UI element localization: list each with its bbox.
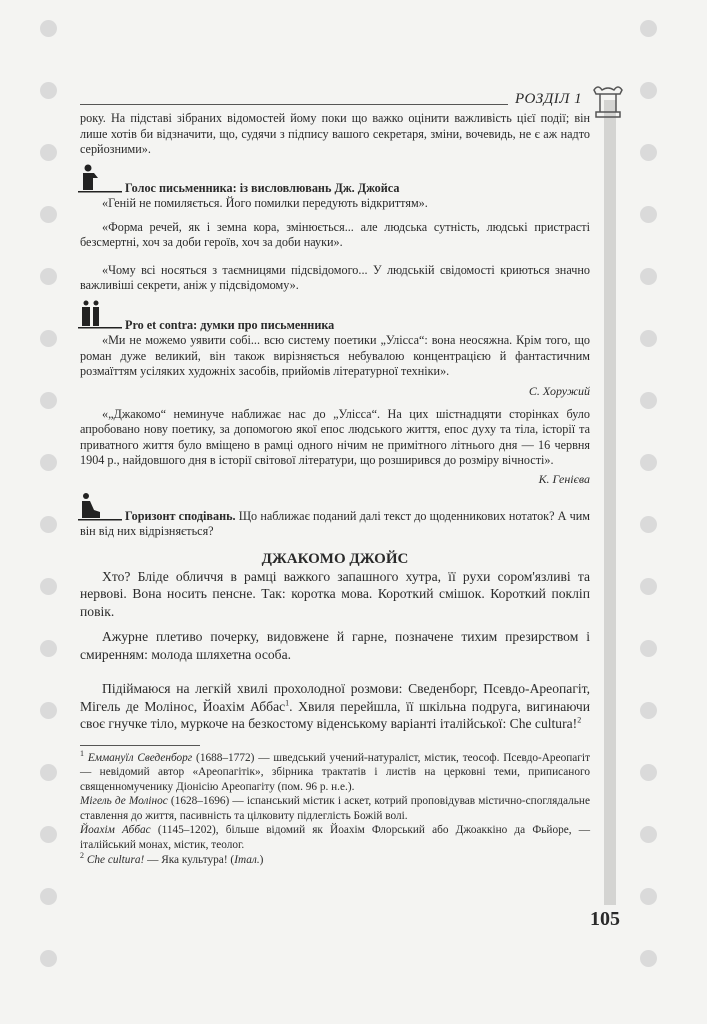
voice-section — [80, 181, 590, 294]
column-capital-icon — [592, 84, 624, 118]
watermark-logo-icon — [40, 578, 57, 595]
watermark-logo-icon — [40, 392, 57, 409]
watermark-logo-icon — [640, 268, 657, 285]
footnote-term: Мігель де Молінос — [80, 795, 168, 808]
footnote-text: (1628–1696) — іспанський містик і аскет, котрий проповідував містично-споглядальне ставлення до життя, пасивність та цілковиту підлеглість Божій волі. — [80, 795, 590, 822]
footnote-term: Йоахім Аббас — [80, 824, 151, 837]
story-paragraph-2: Ажурне плетиво почерку, видовжене й гарне, позначене тихим презирством і смиренням: молода шляхетна особа. — [80, 629, 590, 662]
voice-quote-1: «Геній не помиляється. Його помилки передують відкриттям». — [102, 196, 428, 210]
page-edge-bar — [604, 100, 616, 905]
footnote-2 — [80, 850, 590, 868]
footnote-ref-2[interactable]: 2 — [577, 715, 582, 725]
watermark-logo-icon — [640, 640, 657, 657]
watermark-logo-icon — [640, 392, 657, 409]
footnote-text: (1688–1772) — шведський учений-натураліст, містик, теософ. Псевдо-Ареопагіт — невідомий автор «Ареопагітік», збірника трактатів і листів на церковні теми, приписаного священномученику Діонісію Ареопагіту (пом. 96 р. н.е.). — [80, 751, 591, 793]
footnote-term: Італ. — [234, 853, 260, 866]
header-rule — [80, 104, 508, 105]
watermark-logo-icon — [640, 330, 657, 347]
writer-silhouette-icon — [78, 164, 122, 194]
footnote-text: (1145–1202), більше відомий як Йоахім Флорський або Джоаккіно да Фьйоре, — італійський монах, містик, теолог. — [80, 824, 590, 852]
horizon-section — [80, 509, 590, 540]
footnote-1 — [80, 748, 591, 795]
reading-figure-icon — [78, 492, 122, 522]
horizon-heading: Горизонт сподівань. — [125, 508, 236, 523]
author-1: С. Хоружий — [528, 383, 590, 398]
watermark-logo-icon — [40, 330, 57, 347]
pro-contra-section — [80, 318, 590, 487]
story-title: ДЖАКОМО ДЖОЙС — [261, 550, 409, 567]
page-number: 105 — [590, 908, 620, 930]
watermark-logo-icon — [40, 206, 57, 223]
watermark-logo-icon — [640, 144, 657, 161]
watermark-logo-icon — [40, 826, 57, 843]
watermark-logo-icon — [40, 764, 57, 781]
footnote-rule — [80, 745, 200, 746]
watermark-logo-icon — [640, 702, 657, 719]
watermark-logo-icon — [40, 20, 57, 37]
watermark-logo-icon — [40, 516, 57, 533]
footnote-ref-1[interactable]: 1 — [285, 697, 290, 707]
author-2: К. Генієва — [538, 471, 590, 486]
footnote-term: Еммануїл Сведенборг — [87, 751, 193, 764]
voice-heading: Голос письменника: із висловлювань Дж. Джойса — [125, 180, 400, 195]
watermark-logo-icon — [40, 454, 57, 471]
watermark-logo-icon — [640, 206, 657, 223]
watermark-logo-icon — [640, 888, 657, 905]
intro-paragraph: року. На підставі зібраних відомостей йому поки що важко оцінити важливість цієї події; він лише хотів би відзначити, що, судячи з підпису вашого секретаря, зміни, вочевидь, не є аж надто серйозними». — [80, 111, 590, 156]
section-label: РОЗДІЛ 1 — [515, 91, 583, 107]
footnote-1b — [80, 794, 590, 823]
p3-text-b: . Хвиля перейшла, її шкільна подруга, вигинаючи своє гнучке тіло, муркоче на безкостому віденському варіанті італійської: Che cultura! — [80, 698, 590, 731]
watermark-logo-icon — [40, 888, 57, 905]
footnote-text: — Яка культура! ( — [144, 853, 235, 866]
watermark-logo-icon — [40, 144, 57, 161]
watermark-logo-icon — [640, 578, 657, 595]
watermark-logo-icon — [40, 702, 57, 719]
footnote-text: ) — [259, 853, 264, 866]
watermark-logo-icon — [640, 826, 657, 843]
footnote-term: Che cultura! — [86, 853, 145, 866]
watermark-logo-icon — [640, 82, 657, 99]
footnote-mark: 1 — [80, 748, 84, 758]
text-column — [80, 111, 590, 867]
pro-contra-quote-2: «„Джакомо“ неминуче наближає нас до „Улісса“. На цих шістнадцяти сторінках було апробовано нову поетику, за допомогою якої епос людського життя, епос духу та тіла, історії та приватного життя було вміщено в рамці одного нічим не примітного літнього дня — 16 червня 1904 р., найдовшого дня в історії світової літератури, що розширився до розміру вічності». — [80, 406, 590, 467]
watermark-logo-icon — [640, 950, 657, 967]
watermark-logo-icon — [40, 950, 57, 967]
debate-figures-icon — [78, 300, 122, 330]
watermark-logo-icon — [40, 268, 57, 285]
horizon-text: Що наближає поданий далі текст до щоденникових нотаток? А чим він від них відрізняється? — [80, 508, 590, 538]
pro-contra-quote-1: «Ми не можемо уявити собі... всю систему поетики „Улісса“: вона неосяжна. Крім того, що роман дуже великий, він також вирізняється небувалою концентрацією й фантастичним розмаїттям усіляких художніх засобів, прийомів літературної техніки». — [80, 333, 590, 378]
horizon-block — [80, 509, 590, 540]
story-paragraph-1: Хто? Бліде обличчя в рамці важкого запашного хутра, її рухи сором'язливі та нервові. Вона носить пенсне. Так: коротка мова. Короткий смішок. Короткий поклiп повік. — [80, 568, 590, 619]
footnote-mark: 2 — [80, 850, 84, 860]
watermark-logo-icon — [640, 20, 657, 37]
voice-quote-2: «Форма речей, як і земна кора, змінюється... але людська сутність, людські пристрасті безсмертні, хоч за доби героїв, хоч за доби науки». — [80, 219, 590, 249]
watermark-logo-icon — [640, 454, 657, 471]
pro-contra-heading: Pro et contra: думки про письменника — [125, 317, 335, 332]
watermark-logo-icon — [640, 764, 657, 781]
p3-text-a: Підіймаюся на легкій хвилі прохолодної розмови: Сведенборг, Псевдо-Ареопагіт, Мігель де Молінос, Йоахім Аббас — [80, 681, 590, 714]
watermark-logo-icon — [40, 82, 57, 99]
watermark-logo-icon — [40, 640, 57, 657]
footnotes — [80, 748, 591, 868]
story-paragraph-3 — [80, 680, 590, 733]
footnote-1c — [80, 823, 590, 852]
watermark-logo-icon — [640, 516, 657, 533]
voice-quote-3: «Чому всі носяться з таємницями підсвідомого... У людській свідомості криються значно важливіші секрети, аніж у підсвідомому». — [80, 262, 590, 292]
